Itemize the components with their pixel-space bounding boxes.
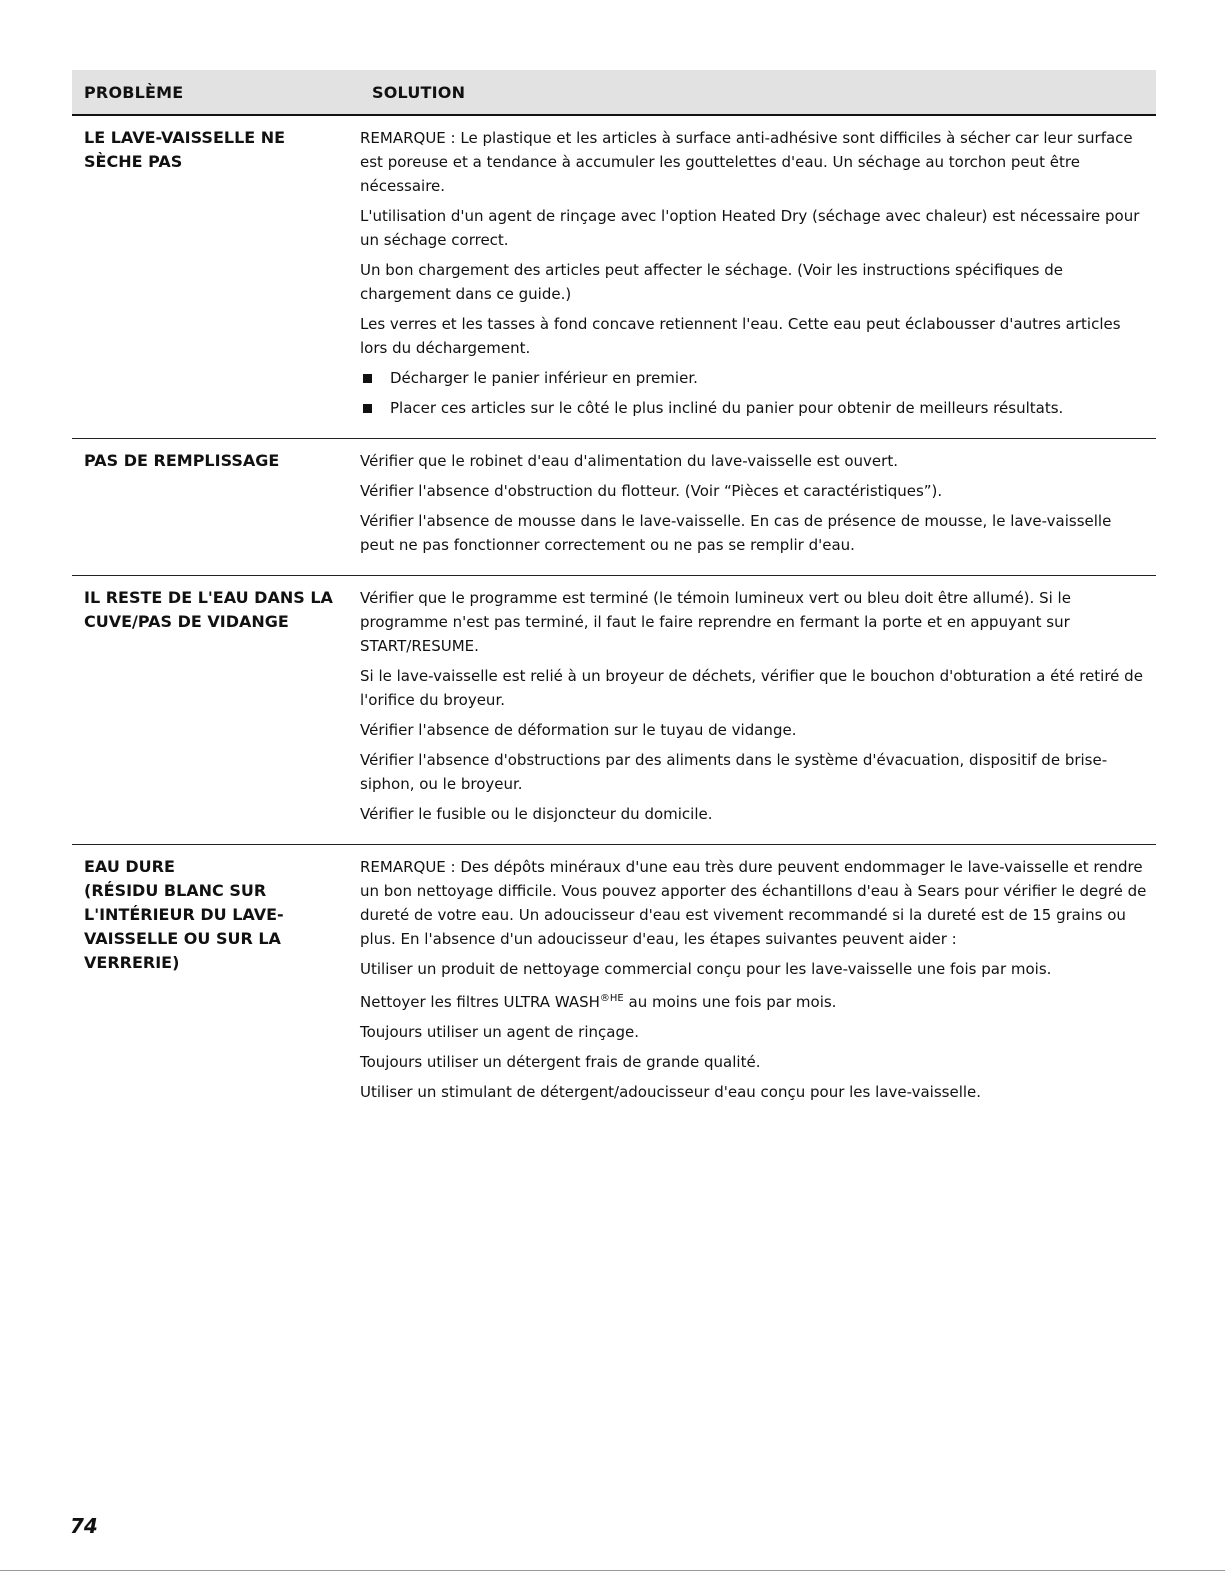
problem-label: EAU DURE (RÉSIDU BLANC SUR L'INTÉRIEUR DU LAVE- VAISSELLE OU SUR LA VERRERIE) (84, 857, 284, 972)
ultra-wash-text: Nettoyer les filtres ULTRA WASH (360, 993, 600, 1011)
table-row (72, 576, 1156, 845)
solution-paragraph: Vérifier le fusible ou le disjoncteur du domicile. (360, 805, 713, 823)
solution-paragraph: Vérifier que le programme est terminé (le témoin lumineux vert ou bleu doit être allumé). Si le programme n'est pas terminé, il faut le faire reprendre en fermant la porte et en appuyant sur START/RESUME. (360, 589, 1071, 655)
solution-paragraph: Les verres et les tasses à fond concave retiennent l'eau. Cette eau peut éclabousser d'autres articles lors du déchargement. (360, 315, 1121, 357)
problem-label: LE LAVE-VAISSELLE NE SÈCHE PAS (84, 128, 286, 171)
solution-paragraph: Un bon chargement des articles peut affecter le séchage. (Voir les instructions spécifiques de chargement dans ce guide.) (360, 261, 1064, 303)
bullet-text: Décharger le panier inférieur en premier. (390, 369, 698, 387)
bullet-text: Placer ces articles sur le côté le plus incliné du panier pour obtenir de meilleurs résultats. (390, 399, 1064, 417)
solution-cell (360, 586, 1156, 832)
bullet-item (360, 396, 1150, 420)
solution-paragraph: Toujours utiliser un agent de rinçage. (360, 1023, 639, 1041)
bullet-item (360, 366, 1150, 390)
square-bullet-icon (363, 404, 372, 413)
solution-paragraph: Vérifier l'absence de déformation sur le tuyau de vidange. (360, 721, 797, 739)
ultra-wash-text-end: au moins une fois par mois. (623, 993, 837, 1011)
solution-paragraph: Vérifier que le robinet d'eau d'alimentation du lave-vaisselle est ouvert. (360, 452, 898, 470)
page-number: 74 (70, 1514, 98, 1538)
solution-paragraph: Vérifier l'absence d'obstruction du flotteur. (Voir “Pièces et caractéristiques”). (360, 482, 943, 500)
bullet-list (360, 366, 1150, 420)
table-row (72, 845, 1156, 1122)
solution-cell (360, 855, 1156, 1110)
solution-paragraph: Toujours utiliser un détergent frais de grande qualité. (360, 1053, 761, 1071)
solution-paragraph: Vérifier l'absence d'obstructions par des aliments dans le système d'évacuation, dispositif de brise-siphon, ou le broyeur. (360, 751, 1108, 793)
solution-paragraph-ultra-wash (360, 987, 1150, 1014)
problem-label: PAS DE REMPLISSAGE (84, 451, 280, 470)
solution-paragraph: Si le lave-vaisselle est relié à un broyeur de déchets, vérifier que le bouchon d'obturation a été retiré de l'orifice du broyeur. (360, 667, 1143, 709)
solution-cell (360, 126, 1156, 426)
solution-paragraph: Utiliser un stimulant de détergent/adoucisseur d'eau conçu pour les lave-vaisselle. (360, 1083, 982, 1101)
solution-cell (360, 449, 1156, 563)
header-solution: SOLUTION (372, 82, 466, 102)
solution-paragraph: REMARQUE : Des dépôts minéraux d'une eau très dure peuvent endommager le lave-vaisselle et rendre un bon nettoyage difficile. Vous pouvez apporter des échantillons d'eau à Sears pour vérifier le degré de dureté de votre eau. Un adoucisseur d'eau est vivement recommandé si la dureté est de 15 grains ou plus. En l'absence d'un adoucisseur d'eau, les étapes suivantes peuvent aider : (360, 858, 1147, 948)
solution-paragraph: L'utilisation d'un agent de rinçage avec l'option Heated Dry (séchage avec chaleur) est nécessaire pour un séchage correct. (360, 207, 1140, 249)
trademark-superscript: ®HE (599, 993, 624, 1004)
header-problem: PROBLÈME (84, 82, 184, 102)
page-bottom-divider (0, 1570, 1225, 1571)
solution-paragraph: REMARQUE : Le plastique et les articles à surface anti-adhésive sont difficiles à sécher car leur surface est poreuse et a tendance à accumuler les gouttelettes d'eau. Un séchage au torchon peut être nécessaire. (360, 129, 1133, 195)
problem-label: IL RESTE DE L'EAU DANS LA CUVE/PAS DE VIDANGE (84, 588, 333, 631)
table-row (72, 439, 1156, 576)
troubleshooting-table (72, 70, 1156, 1122)
solution-paragraph: Vérifier l'absence de mousse dans le lave-vaisselle. En cas de présence de mousse, le lave-vaisselle peut ne pas fonctionner correctement ou ne pas se remplir d'eau. (360, 512, 1112, 554)
table-header (72, 70, 1156, 116)
square-bullet-icon (363, 374, 372, 383)
solution-paragraph: Utiliser un produit de nettoyage commercial conçu pour les lave-vaisselle une fois par mois. (360, 960, 1052, 978)
table-row (72, 116, 1156, 439)
